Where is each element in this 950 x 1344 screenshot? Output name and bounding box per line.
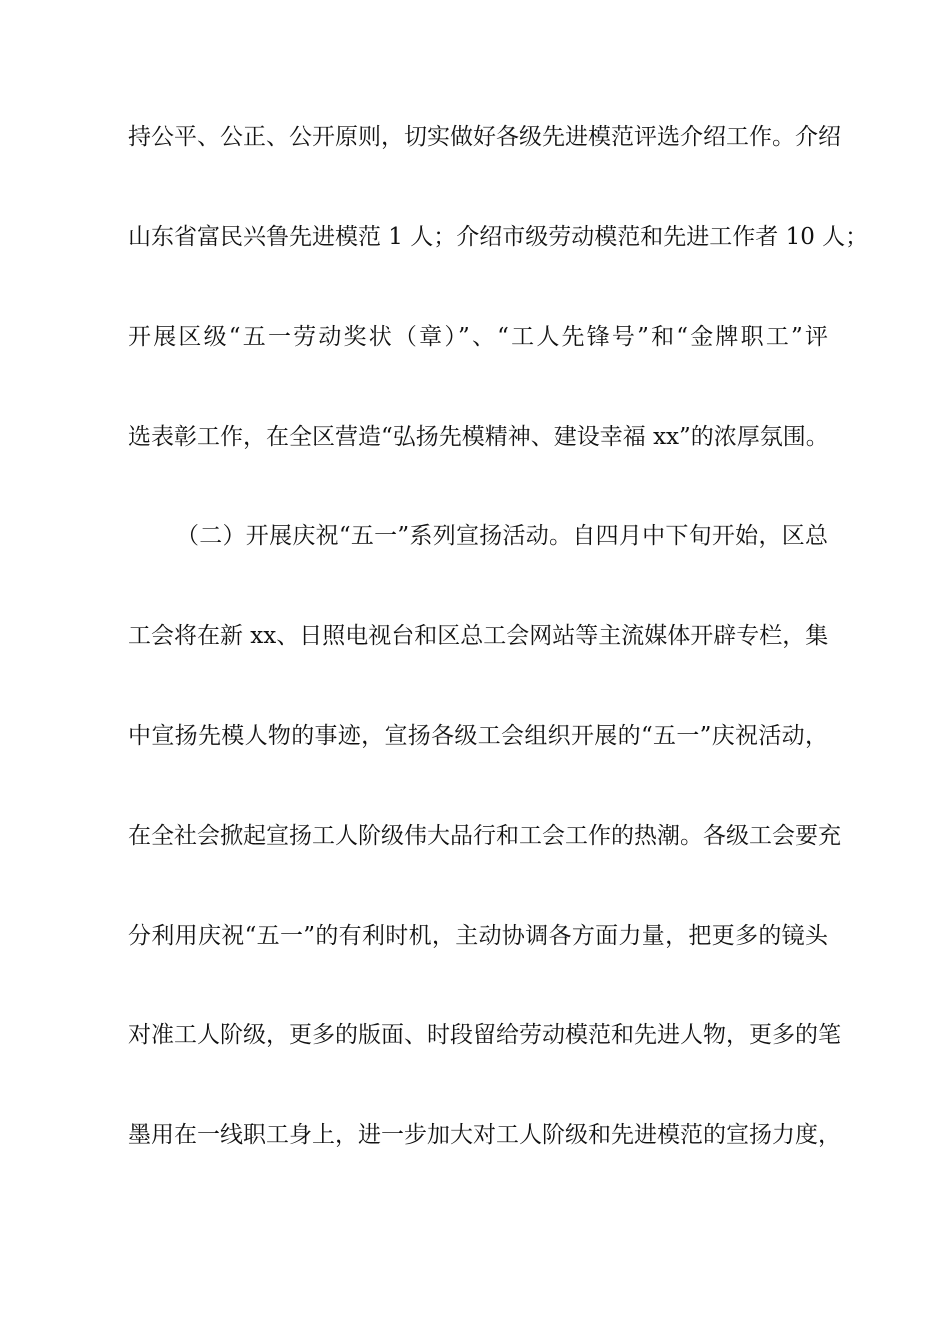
paragraph-line: 选表彰工作，在全区营造“弘扬先模精神、建设幸福 xx”的浓厚氛围。 bbox=[128, 424, 829, 450]
paragraph-line: 分利用庆祝“五一”的有利时机，主动协调各方面力量，把更多的镜头 bbox=[128, 923, 828, 949]
paragraph-line: 在全社会掀起宣扬工人阶级伟大品行和工会工作的热潮。各级工会要充 bbox=[128, 823, 841, 849]
paragraph-first-line: （二）开展庆祝“五一”系列宣扬活动。自四月中下旬开始，区总 bbox=[176, 523, 828, 549]
paragraph-line: 工会将在新 xx、日照电视台和区总工会网站等主流媒体开辟专栏，集 bbox=[128, 623, 829, 649]
paragraph-line: 墨用在一线职工身上，进一步加大对工人阶级和先进模范的宣扬力度， bbox=[128, 1122, 841, 1148]
paragraph-line: 持公平、公正、公开原则，切实做好各级先进模范评选介绍工作。介绍 bbox=[128, 124, 841, 150]
paragraph-line: 山东省富民兴鲁先进模范 1 人；介绍市级劳动模范和先进工作者 10 人； bbox=[128, 224, 869, 250]
paragraph-line: 中宣扬先模人物的事迹，宣扬各级工会组织开展的“五一”庆祝活动， bbox=[128, 723, 828, 749]
paragraph-line: 对准工人阶级，更多的版面、时段留给劳动模范和先进人物，更多的笔 bbox=[128, 1022, 841, 1048]
paragraph-line: 开展区级“五一劳动奖状（章）”、“工人先锋号”和“金牌职工”评 bbox=[128, 324, 828, 350]
